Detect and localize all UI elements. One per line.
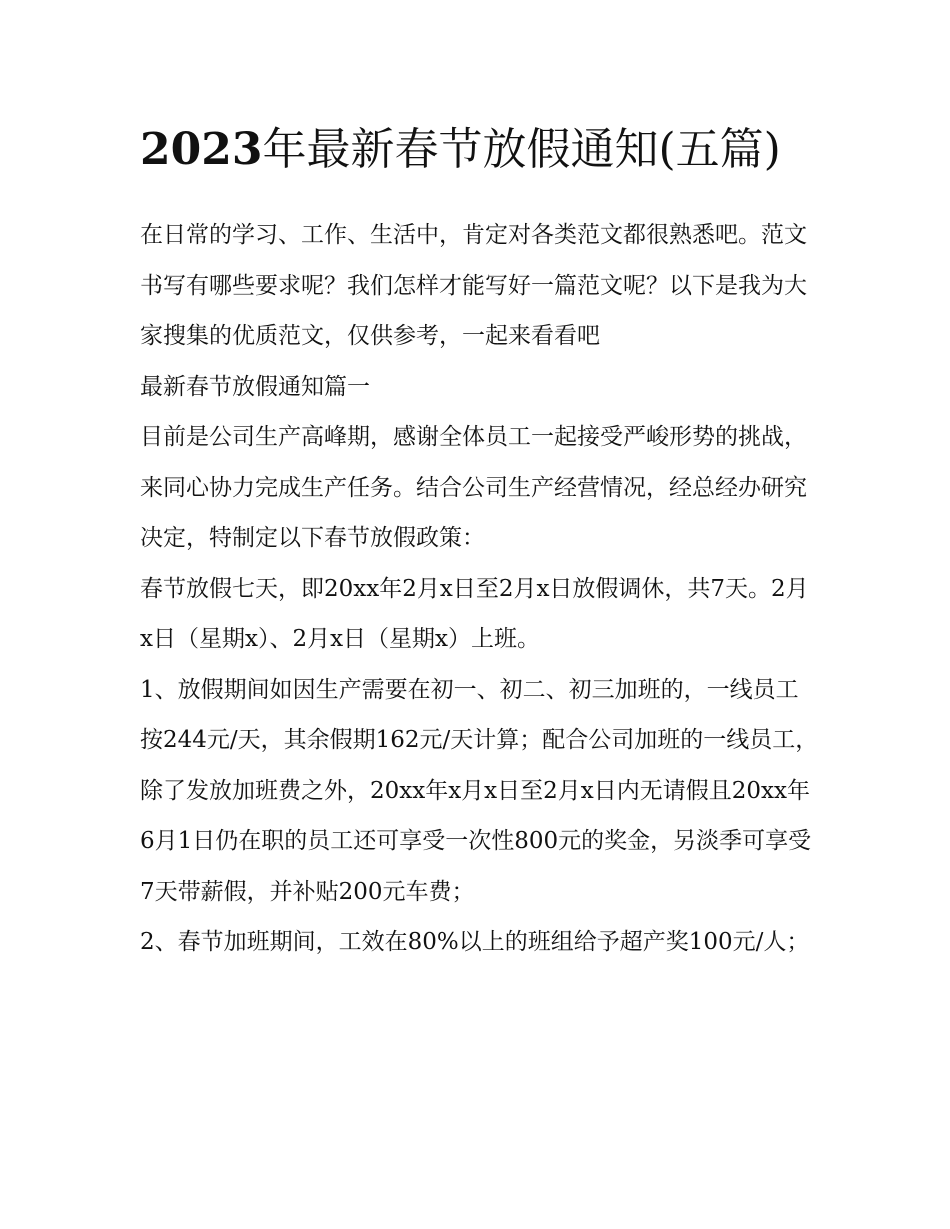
body-paragraph: 春节放假七天，即20xx年2月x日至2月x日放假调休，共7天。2月x日（星期x）、2月x日（星期x）上班。 bbox=[140, 575, 809, 652]
document-body bbox=[140, 210, 820, 968]
title-text: 年最新春节放假通知(五篇) bbox=[262, 124, 781, 175]
body-paragraph: 目前是公司生产高峰期，感谢全体员工一起接受严峻形势的挑战，来同心协力完成生产任务。结合公司生产经营情况，经总经办研究决定，特制定以下春节放假政策： bbox=[140, 424, 807, 551]
list-item: 1、放假期间如因生产需要在初一、初二、初三加班的，一线员工按244元/天，其余假期162元/天计算；配合公司加班的一线员工，除了发放加班费之外，20xx年x月x日至2月x日内无请假且20xx年6月1日仍在职的员工还可享受一次性800元的奖金，另淡季可享受7天带薪假，并补贴200元车费； bbox=[140, 676, 819, 905]
document-page bbox=[140, 112, 820, 968]
list-item: 2、春节加班期间，工效在80%以上的班组给予超产奖100元/人； bbox=[140, 929, 810, 955]
section-heading: 最新春节放假通知篇一 bbox=[140, 373, 370, 400]
intro-paragraph: 在日常的学习、工作、生活中，肯定对各类范文都很熟悉吧。范文书写有哪些要求呢？我们怎样才能写好一篇范文呢？以下是我为大家搜集的优质范文，仅供参考，一起来看看吧 bbox=[140, 222, 807, 349]
document-title bbox=[140, 112, 820, 188]
title-year: 2023 bbox=[140, 124, 263, 175]
